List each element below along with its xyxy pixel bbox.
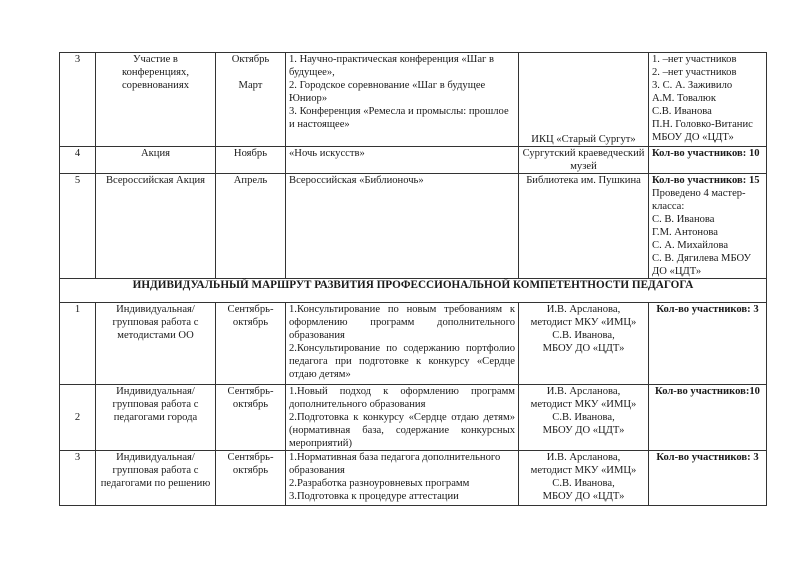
result-line: С. В. Дягилева МБОУ ДО «ЦДТ» <box>652 253 752 277</box>
participants-count: Кол-во участников: 15 <box>652 175 760 186</box>
event-dates: Сентябрь-октябрь <box>216 385 286 451</box>
event-responsible <box>519 451 649 506</box>
content-item: 2.Разработка разноуровневых программ <box>289 478 470 489</box>
result-line: 2. –нет участников <box>652 67 737 78</box>
result-line: С.В. Иванова <box>652 106 712 117</box>
row-number: 3 <box>60 53 96 147</box>
responsible-line: методист МКУ «ИМЦ» <box>530 399 637 410</box>
responsible-line: С.В. Иванова, <box>552 478 615 489</box>
event-content: Всероссийская «Библионочь» <box>286 174 519 279</box>
event-type: Индивидуальная/групповая работа с методистами ОО <box>96 303 216 385</box>
content-item: 2.Подготовка к конкурсу «Сердце отдаю детям» (нормативная база, содержание конкурсных мероприятий) <box>289 412 515 449</box>
content-item: 1.Нормативная база педагога дополнительного образования <box>289 452 501 476</box>
event-type: Акция <box>96 147 216 174</box>
section-header-row <box>60 279 767 303</box>
result-line: А.М. Товалюк <box>652 93 716 104</box>
row-number: 1 <box>60 303 96 385</box>
result-line: 3. С. А. Заживило <box>652 80 733 91</box>
event-result <box>649 174 767 279</box>
content-item: 3. Конференция «Ремесла и промыслы: прошлое и настоящее» <box>289 106 509 130</box>
result-line: МБОУ ДО «ЦДТ» <box>652 132 734 143</box>
row-number: 3 <box>60 451 96 506</box>
event-type: Всероссийская Акция <box>96 174 216 279</box>
row-number: 5 <box>60 174 96 279</box>
event-result <box>649 53 767 147</box>
row-number: 4 <box>60 147 96 174</box>
event-dates: Сентябрь-октябрь <box>216 303 286 385</box>
content-item: 1. Научно-практическая конференция «Шаг в будущее», <box>289 54 495 78</box>
table-row <box>60 53 767 147</box>
event-content <box>286 385 519 451</box>
result-line: С. А. Михайлова <box>652 240 729 251</box>
responsible-line: методист МКУ «ИМЦ» <box>530 465 637 476</box>
events-table <box>59 52 767 506</box>
section-title: ИНДИВИДУАЛЬНЫЙ МАРШРУТ РАЗВИТИЯ ПРОФЕССИОНАЛЬНОЙ КОМПЕТЕНТНОСТИ ПЕДАГОГА <box>60 279 767 303</box>
event-content <box>286 303 519 385</box>
content-item: 3.Подготовка к процедуре аттестации <box>289 491 459 502</box>
event-content <box>286 53 519 147</box>
event-venue: Сургутский краеведческий музей <box>519 147 649 174</box>
content-item: 1.Консультирование по новым требованиям к оформлению программ дополнительного образования <box>289 304 515 341</box>
table-row <box>60 174 767 279</box>
participants-count: Кол-во участников: 10 <box>649 147 767 174</box>
event-dates <box>216 53 286 147</box>
date: Март <box>238 80 263 91</box>
content-item: 1.Новый подход к оформлению программ дополнительного образования <box>289 386 515 410</box>
row-number: 2 <box>60 385 96 451</box>
event-venue: ИКЦ «Старый Сургут» <box>519 53 649 147</box>
content-item: 2. Городское соревнование «Шаг в будущее Юниор» <box>289 80 486 104</box>
event-dates: Сентябрь-октябрь <box>216 451 286 506</box>
responsible-line: методист МКУ «ИМЦ» <box>530 317 637 328</box>
table-row <box>60 303 767 385</box>
result-line: С. В. Иванова <box>652 214 715 225</box>
responsible-line: И.В. Арсланова, <box>546 304 621 315</box>
date: Октябрь <box>231 54 270 65</box>
event-responsible <box>519 303 649 385</box>
responsible-line: МБОУ ДО «ЦДТ» <box>542 491 625 502</box>
event-content: «Ночь искусств» <box>286 147 519 174</box>
responsible-line: И.В. Арсланова, <box>546 452 621 463</box>
event-type: Индивидуальная/групповая работа с педагогами по решению <box>96 451 216 506</box>
event-dates: Апрель <box>216 174 286 279</box>
responsible-line: С.В. Иванова, <box>552 330 615 341</box>
event-type: Индивидуальная/групповая работа с педагогами города <box>96 385 216 451</box>
table-row <box>60 385 767 451</box>
participants-count: Кол-во участников: 3 <box>649 451 767 506</box>
participants-count: Кол-во участников: 3 <box>649 303 767 385</box>
result-line: Г.М. Антонова <box>652 227 718 238</box>
event-content <box>286 451 519 506</box>
content-item: 2.Консультирование по содержанию портфолио педагога при подготовке к конкурсу «Сердце отдаю детям» <box>289 343 515 380</box>
table-row <box>60 147 767 174</box>
event-type: Участие в конференциях, соревнованиях <box>96 53 216 147</box>
responsible-line: С.В. Иванова, <box>552 412 615 423</box>
result-line: Проведено 4 мастер-класса: <box>652 188 746 212</box>
responsible-line: МБОУ ДО «ЦДТ» <box>542 425 625 436</box>
responsible-line: МБОУ ДО «ЦДТ» <box>542 343 625 354</box>
participants-count: Кол-во участников:10 <box>649 385 767 451</box>
result-line: 1. –нет участников <box>652 54 737 65</box>
event-responsible <box>519 385 649 451</box>
event-dates: Ноябрь <box>216 147 286 174</box>
result-line: П.Н. Головко-Витанис <box>652 119 753 130</box>
table-row <box>60 451 767 506</box>
responsible-line: И.В. Арсланова, <box>546 386 621 397</box>
event-venue: Библиотека им. Пушкина <box>519 174 649 279</box>
